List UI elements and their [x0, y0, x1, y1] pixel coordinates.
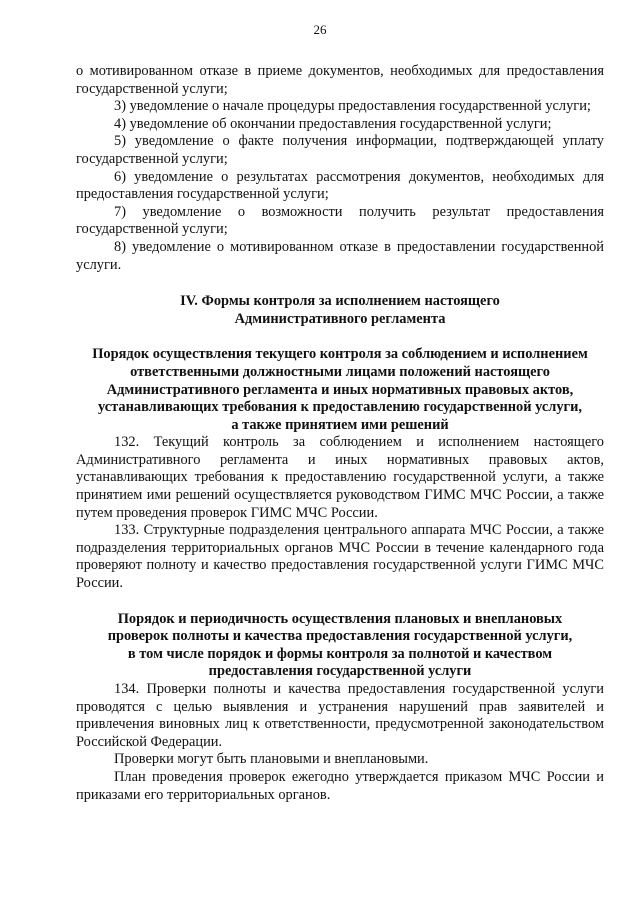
section-heading-line: IV. Формы контроля за исполнением настоящего [180, 293, 500, 310]
page-number: 26 [313, 22, 327, 37]
list-item-7: 7) уведомление о возможности получить результат предоставления государственной услуги; [76, 203, 604, 238]
subheading-line: предоставления государственной услуги [208, 663, 472, 680]
paragraph-133: 133. Структурные подразделения центрального аппарата МЧС России, а также подразделения территориальных органов МЧС России в течение календарного года проверяют полноту и качество предоставления государственной услуги ГИМС МЧС России. [76, 522, 604, 592]
subheading-line: Административного регламента и иных нормативных правовых актов, [106, 381, 574, 398]
list-item-4: 4) уведомление об окончании предоставления государственной услуги; [114, 115, 552, 132]
paragraph-continuation: о мотивированном отказе в приеме документов, необходимых для предоставления государственной услуги; [76, 63, 604, 97]
list-item-3: 3) уведомление о начале процедуры предоставления государственной услуги; [114, 98, 591, 115]
list-item-5: 5) уведомление о факте получения информации, подтверждающей уплату государственной услуги; [76, 133, 604, 167]
subheading-line: Порядок осуществления текущего контроля за соблюдением и исполнением [92, 346, 588, 363]
paragraph-inspection-plan: План проведения проверок ежегодно утверждается приказом МЧС России и приказами его территориальных органов. [76, 768, 604, 803]
subheading-line: устанавливающих требования к предоставлению государственной услуги, [98, 399, 582, 416]
paragraph-134: 134. Проверки полноты и качества предоставления государственной услуги проводятся с целью выявления и устранения нарушений прав заявителей и привлечения виновных лиц к ответственности, предусмотренной законодательством Российской Федерации. [76, 681, 604, 750]
list-item-6: 6) уведомление о результатах рассмотрения документов, необходимых для предоставления государственной услуги; [76, 168, 604, 203]
subheading-line: а также принятием ими решений [231, 416, 449, 433]
subheading-line: проверок полноты и качества предоставления государственной услуги, [107, 628, 573, 645]
section-heading [76, 293, 604, 328]
subheading-line: ответственными должностными лицами положений настоящего [130, 363, 550, 380]
section-heading-line: Административного регламента [234, 310, 446, 327]
subheading-current-control [76, 346, 604, 434]
subheading-inspections [76, 611, 604, 681]
document-body [76, 63, 604, 804]
subheading-line: Порядок и периодичность осуществления плановых и внеплановых [117, 610, 563, 627]
paragraph-132: 132. Текущий контроль за соблюдением и исполнением настоящего Административного регламента и иных нормативных правовых актов, устанавливающих требования к предоставлению государственной услуги, а также принятием ими решений осуществляется руководством ГИМС МЧС России, а также путем проведения проверок ГИМС МЧС России. [76, 434, 604, 521]
list-item-8: 8) уведомление о мотивированном отказе в предоставлении государственной услуги. [76, 238, 604, 273]
paragraph-inspection-types: Проверки могут быть плановыми и внеплановыми. [114, 751, 429, 768]
subheading-line: в том числе порядок и формы контроля за полнотой и качеством [127, 645, 553, 662]
